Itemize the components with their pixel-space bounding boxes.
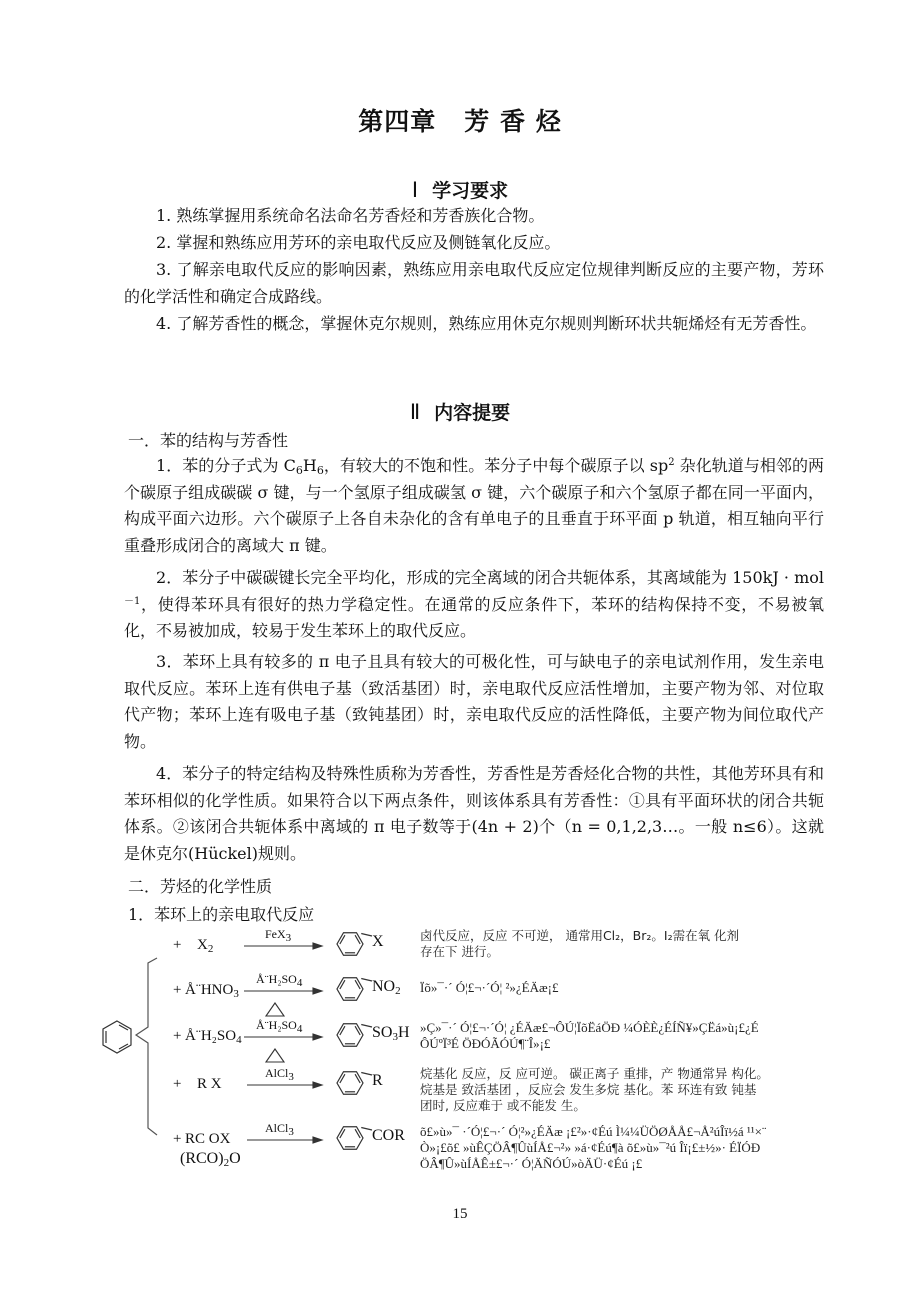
arrow-head-icon: [313, 1034, 322, 1040]
plus-sign: +: [173, 1076, 182, 1092]
reaction-note: [420, 980, 820, 996]
reagent: R X: [197, 1076, 222, 1092]
plus-sign: +: [173, 982, 182, 998]
note-line: Ïõ»¯·´ Ó¦£¬·´Ó¦ ²»¿ÉÄæ¡£: [420, 980, 559, 995]
heat-triangle-icon: [266, 1003, 284, 1016]
paragraph-electrophilic: 3．苯环上具有较多的 π 电子且具有较大的可极化性，可与缺电子的亲电试剂作用，发生亲电取代反应。苯环上连有供电子基（致活基团）时，亲电取代反应活性增加，主要产物为邻、对位取代产物；苯环上连有吸电子基（致钝基团）时，亲电取代反应的活性降低，主要产物为间位取代产物。: [124, 652, 824, 751]
note-line: 存在下 进行。: [420, 944, 499, 959]
plus-sign: +: [173, 1131, 182, 1147]
reagent: $Å¨HNO_3$: [185, 982, 239, 1000]
arrow-head-icon: [313, 1137, 322, 1143]
paragraph-delocalization: 2．苯分子中碳碳键长完全平均化，形成的完全离域的闭合共轭体系，其离域能为 150kJ · mol$^{-1}$，使得苯环具有很好的热力学稳定性。在通常的反应条件下，苯环的结构保持不变，不易被氧化，不易被加成，较易于发生苯环上的取代反应。: [124, 568, 824, 640]
reagent: $X_2$: [197, 937, 214, 955]
arrow-head-icon: [313, 1082, 322, 1088]
reaction-note: [420, 1020, 820, 1052]
catalyst-label: AlCl$_3$: [265, 1066, 294, 1083]
requirement-item: 3. 了解亲电取代反应的影响因素，熟练应用亲电取代反应定位规律判断反应的主要产物，芳环的化学活性和确定合成路线。: [124, 260, 824, 306]
arrow-head-icon: [313, 988, 322, 994]
product-benzene-icon: [337, 933, 372, 956]
note-line: ÔÚºÏ³É ÖÐÓÃÓÚ¶¨Î»¡£: [420, 1036, 551, 1051]
paragraph-aromaticity: 4．苯分子的特定结构及特殊性质称为芳香性，芳香性是芳香烃化合物的共性，其他芳环具有和苯环相似的化学性质。如果符合以下两点条件，则该体系具有芳香性：①具有平面环状的闭合共轭体系。②该闭合共轭体系中离域的 π 电子数等于(4n + 2)个（n = 0,1,2,3…。一般 n≤6）。这就是休克尔(Hückel)规则。: [124, 764, 824, 863]
chapter-name: 芳 香 烃: [464, 107, 562, 136]
benzene-ring-icon: [103, 1021, 131, 1053]
note-line: õ£»ù»¯ ·´Ó¦£¬·´ Ó¦²»¿ÉÄæ ¡£²»·¢Éú Ì¼¼ÜÖØÅÅ£¬Å²úÎï½á ¹¹×¨: [420, 1124, 767, 1139]
product-benzene-icon: [337, 978, 372, 1001]
note-line: 烷基是 致活基团 ，反应会 发生多烷 基化。苯 环连有致 钝基: [420, 1082, 757, 1097]
substituent-bond: [361, 979, 372, 982]
note-line: 团时, 反应难于 或不能发 生。: [420, 1098, 586, 1113]
catalyst-label: AlCl$_3$: [265, 1121, 294, 1138]
chapter-number: 第四章: [358, 107, 437, 136]
substituent-bond: [361, 934, 372, 937]
brace: [136, 958, 157, 1135]
note-line: 卤代反应，反应 不可逆， 通常用Cl₂，Br₂。I₂需在氧 化剂: [420, 928, 740, 943]
requirement-item: 2. 掌握和熟练应用芳环的亲电取代反应及侧链氧化反应。: [156, 233, 561, 252]
section-number: Ⅰ: [411, 178, 419, 202]
subsection-item: 1．苯环上的亲电取代反应: [128, 905, 315, 924]
catalyst-label: $Å¨H_2SO_4$: [256, 972, 303, 989]
reagent-alt: $(RCO)_2O$: [180, 1150, 241, 1169]
note-line: ÖÂ¶Û»ùÍÅÊ±£¬·´ Ó¦ÄÑÓÚ»òÄÜ·¢Éú ¡£: [420, 1156, 643, 1171]
section-title: 学习要求: [432, 180, 509, 202]
catalyst-label: $Å¨H_2SO_4$: [256, 1018, 303, 1035]
substituent-bond: [361, 1025, 372, 1028]
note-line: Ò»¡£õ£ »ùÊÇÖÂ¶ÛùÍÅ£¬²» »á·¢Éú¶à õ£»ù»¯²ú Îï¡£±½»· ÉÏÓÐ: [420, 1140, 761, 1155]
note-line: 烷基化 反应，反 应可逆。 碳正离子 重排，产 物通常异 构化。: [420, 1066, 769, 1081]
paragraph-benzene-structure: 1．苯的分子式为 $C_6H_6$，有较大的不饱和性。苯分子中每个碳原子以 $sp^2$ 杂化轨道与相邻的两个碳原子组成碳碳 σ 键，与一个氢原子组成碳氢 σ 键，六个碳原子和六个氢原子都在同一平面内，构成平面六边形。六个碳原子上各自未杂化的含有单电子的且垂直于环平面 p 轨道，相互轴向平行重叠形成闭合的离域大 π 键。: [124, 456, 824, 555]
subsection-title: 二．芳烃的化学性质: [128, 877, 273, 896]
plus-sign: +: [173, 1028, 182, 1044]
subsection-title: 一．苯的结构与芳香性: [128, 431, 289, 450]
requirement-item: 1. 熟练掌握用系统命名法命名芳香烃和芳香族化合物。: [156, 206, 545, 225]
product-benzene-icon: [337, 1127, 372, 1150]
product-benzene-icon: [337, 1072, 372, 1095]
product-substituent: X: [372, 933, 384, 950]
note-line: »Ç»¯·´ Ó¦£¬·´Ó¦ ¿ÉÄæ£¬ÔÚ¦ÏõËáÖÐ ¼ÓÈÈ¿ÉÍÑ¥»ÇËá»ù¡£¿É: [420, 1020, 759, 1035]
arrow-head-icon: [313, 943, 322, 949]
reagent: $Å¨H_2SO_4$: [185, 1028, 242, 1046]
product-substituent: $NO_2$: [372, 978, 401, 997]
product-substituent: R: [372, 1072, 383, 1089]
substituent-bond: [361, 1128, 372, 1131]
product-substituent: $SO_3H$: [372, 1024, 410, 1043]
product-benzene-icon: [337, 1024, 372, 1047]
requirement-item: 4. 了解芳香性的概念，掌握休克尔规则，熟练应用休克尔规则判断环状共轭烯烃有无芳香性。: [156, 314, 817, 333]
substituent-bond: [361, 1073, 372, 1076]
heat-triangle-icon: [266, 1049, 284, 1062]
reaction-note: [420, 1066, 820, 1114]
page-number: 15: [452, 1206, 468, 1222]
reaction-note: [420, 1124, 820, 1172]
plus-sign: +: [173, 937, 182, 953]
section-title: 内容提要: [434, 402, 511, 424]
product-substituent: COR: [372, 1127, 405, 1144]
section-number: Ⅱ: [409, 400, 421, 424]
reagent: RC OX: [185, 1131, 231, 1147]
catalyst-label: FeX$_3$: [265, 927, 292, 944]
reaction-note: [420, 928, 820, 960]
